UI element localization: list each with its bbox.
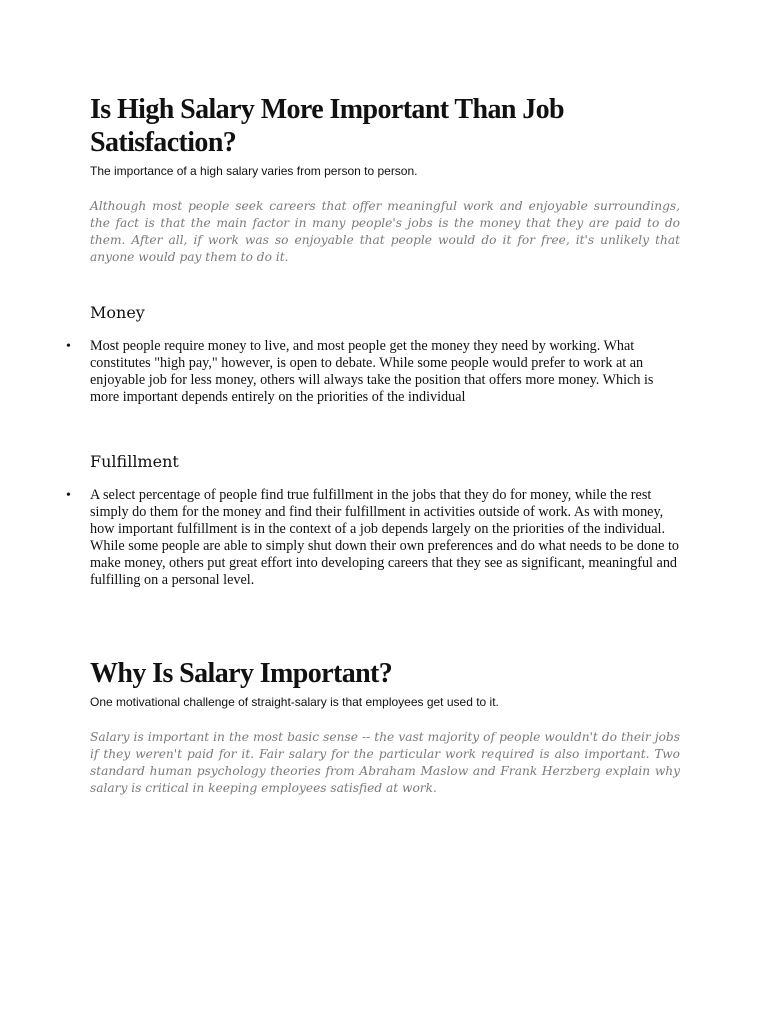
second-article-title: Why Is Salary Important? [90, 658, 393, 689]
second-article-subtitle: One motivational challenge of straight-salary is that employees get used to it. [90, 695, 499, 709]
list-item [66, 338, 680, 406]
second-article-intro: Salary is important in the most basic sense -- the vast majority of people wouldn't do their jobs if they weren't paid for it. Fair salary for the particular work required is also important. Two standard human psychology theories from Abraham Maslow and Frank Herzberg explain why salary is critical in keeping employees satisfied at work. [90, 730, 680, 795]
money-bullet-text: Most people require money to live, and most people get the money they need by working. What constitutes "high pay," however, is open to debate. While some people would prefer to work at an enjoyable job for less money, others will always take the position that offers more money. Which is more important depends entirely on the priorities of the individual [90, 338, 654, 405]
money-bullet-list [66, 338, 680, 406]
article-intro: Although most people seek careers that offer meaningful work and enjoyable surroundings, the fact is that the main factor in many people's jobs is the money that they are paid to do them. After all, if work was so enjoyable that people would do it for free, it's unlikely that anyone would pay them to do it. [90, 199, 680, 264]
fulfillment-bullet-list [66, 487, 680, 589]
section-heading-fulfillment: Fulfillment [90, 452, 179, 471]
article-subtitle: The importance of a high salary varies from person to person. [90, 164, 418, 178]
list-item [66, 487, 680, 589]
bullet-icon: • [66, 339, 71, 354]
fulfillment-bullet-text: A select percentage of people find true fulfillment in the jobs that they do for money, while the rest simply do them for the money and find their fulfillment in activities outside of work. As with money, how important fulfillment is in the context of a job depends largely on the priorities of the individual. While some people are able to simply shut down their own preferences and do what needs to be done to make money, others put great effort into developing careers that they see as significant, meaningful and fulfilling on a personal level. [90, 487, 680, 588]
section-heading-money: Money [90, 303, 145, 322]
article-title: Is High Salary More Important Than Job Satisfaction? [90, 94, 565, 158]
bullet-icon: • [66, 488, 71, 503]
